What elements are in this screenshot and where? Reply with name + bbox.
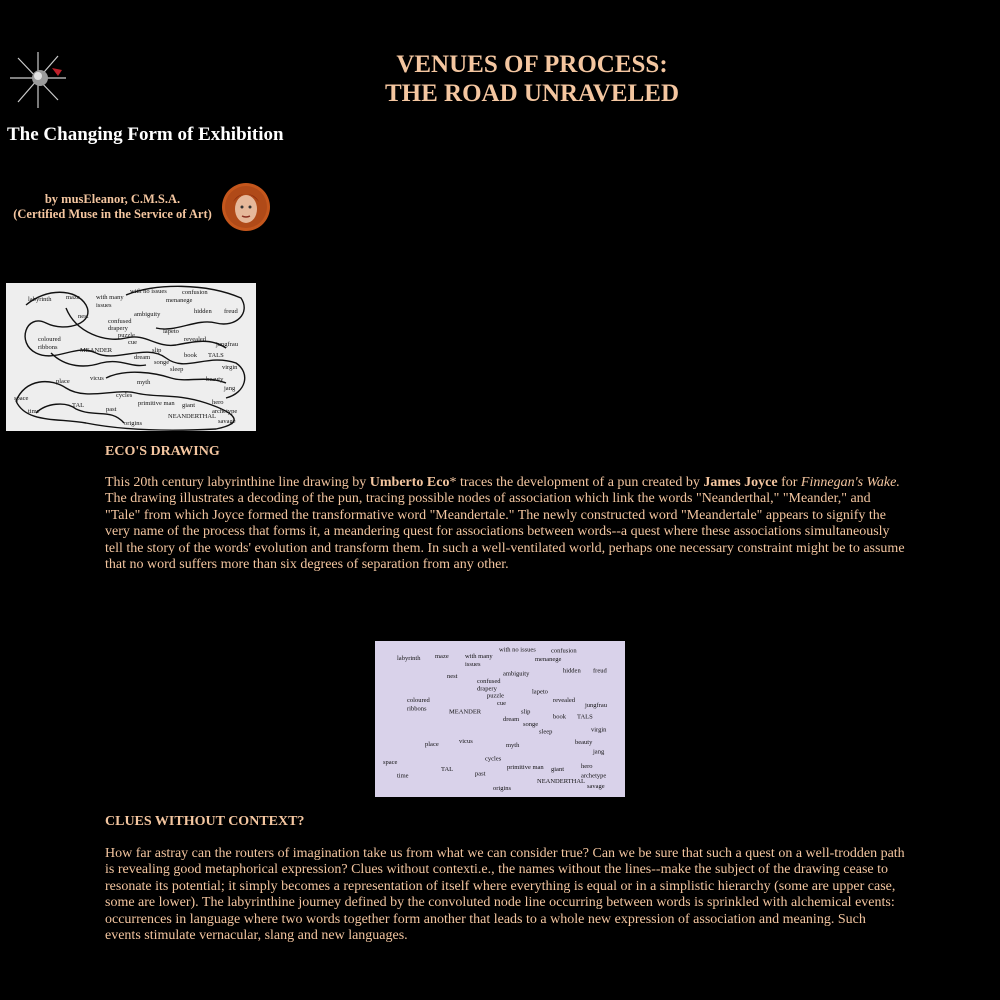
drawing-word: lapeto <box>532 688 548 696</box>
drawing-word: confusion <box>551 647 577 655</box>
drawing-word: time <box>397 772 409 780</box>
drawing-word: archetype <box>212 408 238 415</box>
drawing-word: book <box>553 713 566 721</box>
drawing-word: coloured <box>38 336 61 343</box>
drawing-word: time <box>28 408 40 415</box>
drawing-word: cue <box>497 700 507 708</box>
drawing-word: ambiguity <box>134 311 161 318</box>
drawing-word: vicus <box>459 737 473 745</box>
drawing-word: issues <box>96 302 112 309</box>
drawing-word: maze <box>66 294 80 301</box>
drawing-word: confusion <box>182 289 208 296</box>
text-span: for <box>777 475 801 490</box>
drawing-word: puzzle <box>487 692 504 700</box>
drawing-word: book <box>184 352 197 359</box>
drawing-word: hero <box>581 763 593 771</box>
drawing-word: virgin <box>591 726 607 734</box>
node-line <box>51 353 146 366</box>
drawing-word: hero <box>212 399 224 406</box>
drawing-word: revealed <box>184 336 207 343</box>
starburst-globe-icon <box>8 50 68 110</box>
text-span: * traces the development of a pun created by <box>449 475 704 490</box>
drawing-word: nest <box>78 313 89 320</box>
drawing-word: NEANDERTHAL <box>168 413 216 420</box>
title-line-2: THE ROAD UNRAVELED <box>384 80 680 107</box>
drawing-word: nest <box>447 672 458 680</box>
drawing-word: cycles <box>485 755 502 763</box>
drawing-word: place <box>56 378 70 385</box>
drawing-word: savage <box>587 783 605 790</box>
drawing-word: jang <box>593 748 605 756</box>
drawing-word: jungfrau <box>585 702 608 710</box>
drawing-word: with many <box>96 294 124 301</box>
drawing-word: freud <box>224 308 238 315</box>
drawing-word: drapery <box>108 325 128 332</box>
section-heading-clues: CLUES WITHOUT CONTEXT? <box>105 814 305 829</box>
drawing-word: with no issues <box>130 288 167 295</box>
drawing-word: MEANDER <box>80 347 113 354</box>
drawing-word: jang <box>224 385 236 392</box>
drawing-word: puzzle <box>118 332 135 339</box>
drawing-word: with no issues <box>499 646 536 654</box>
author-name-joyce: James Joyce <box>703 475 778 490</box>
drawing-word: archetype <box>581 772 607 780</box>
drawing-word: jungfrau <box>216 341 239 348</box>
drawing-word: MEANDER <box>449 708 482 716</box>
drawing-word: origins <box>493 785 512 793</box>
drawing-word: TALS <box>208 352 224 359</box>
drawing-word: myth <box>137 379 151 386</box>
page-title <box>330 50 734 108</box>
drawing-word: ribbons <box>407 705 427 713</box>
drawing-word: beauty <box>575 738 593 746</box>
drawing-word: TAL <box>72 402 85 409</box>
section-heading-ecos-drawing: ECO'S DRAWING <box>105 444 220 459</box>
text-span: This 20th century labyrinthine line drawing by <box>105 475 370 490</box>
drawing-word: dream <box>503 715 520 723</box>
drawing-word: lapeto <box>163 328 179 335</box>
drawing-word: sleep <box>170 366 184 373</box>
drawing-word: sleep <box>539 728 553 736</box>
drawing-word: hidden <box>194 308 212 315</box>
drawing-word: space <box>14 395 29 402</box>
drawing-word: songe <box>523 721 539 729</box>
drawing-word: place <box>425 741 439 748</box>
drawing-word: coloured <box>407 696 430 704</box>
drawing-word: origins <box>124 420 143 427</box>
eco-line-drawing <box>6 283 256 431</box>
drawing-word: cycles <box>116 392 133 399</box>
author-name-eco: Umberto Eco <box>369 475 450 490</box>
drawing-word: dream <box>134 354 151 361</box>
drawing-word: drapery <box>477 685 497 693</box>
author-title: (Certified Muse in the Service of Art) <box>13 207 212 221</box>
drawing-word: cue <box>128 339 138 346</box>
drawing-word: giant <box>182 402 195 409</box>
drawing-word: labyrinth <box>397 654 421 662</box>
drawing-word: confused <box>477 678 501 685</box>
drawing-word: slip <box>521 708 531 716</box>
text-span: The drawing illustrates a decoding of the pun, tracing possible nodes of association which link the words "Neanderthal," "Meander," and "Tale" from which Joyce formed the transformative word "Meandertale." The newly constructed word "Meandertale" appears to signify the very name of the process that forms it, a meandering quest for associations between words--a quest where these associations simultaneously tell the story of the words' evolution and transform them. In such a well-ventilated world, perhaps one necessary constraint might be to assume that no word suffers more than six degrees of separation from any other. <box>105 491 905 573</box>
drawing-word: TAL <box>441 766 454 774</box>
drawing-word: hidden <box>563 667 581 675</box>
drawing-word: past <box>106 406 117 413</box>
author-name: by musEleanor, C.M.S.A. <box>44 192 181 206</box>
drawing-word: revealed <box>553 696 576 704</box>
author-portrait-icon <box>221 182 271 232</box>
drawing-word: TALS <box>577 713 593 721</box>
drawing-word: issues <box>465 661 481 669</box>
drawing-word: maze <box>435 652 449 660</box>
drawing-word: giant <box>551 766 564 774</box>
drawing-word: NEANDERTHAL <box>537 777 585 785</box>
drawing-word: space <box>383 758 398 766</box>
drawing-word: myth <box>506 742 520 750</box>
drawing-word: savage <box>218 418 236 425</box>
drawing-word: ambiguity <box>503 670 530 678</box>
author-byline <box>10 192 215 222</box>
page-subtitle: The Changing Form of Exhibition <box>7 124 284 145</box>
drawing-word: freud <box>593 667 607 675</box>
drawing-word: virgin <box>222 364 238 371</box>
title-line-1: VENUES OF PROCESS: <box>396 51 668 78</box>
drawing-word: songe <box>154 359 170 366</box>
drawing-word: primitive man <box>138 400 175 407</box>
drawing-word: primitive man <box>507 764 544 772</box>
drawing-word: labyrinth <box>28 296 52 303</box>
section-paragraph-ecos-drawing <box>105 475 905 573</box>
book-title: Finnegan's Wake. <box>800 475 900 490</box>
drawing-word: ribbons <box>38 344 58 351</box>
section-paragraph-clues: How far astray can the routers of imagination take us from what we can consider true? Can we be sure that such a quest on a well-trodden path is revealing good metaphorical expression? Clues without contexti.e., the names without the lines--make the subject of the drawing cease to resonate its potential; it simply becomes a representation of itself where everything is equal or in a simplistic hierarchy (some are upper case, some are lower). The labyrinthine journey defined by the convoluted node line occurring between words is sprinkled with alchemical events: occurrences in language where two words together form another that leads to a whole new expression of association and meaning. Such events stimulate vernacular, slang and new languages. <box>105 846 905 944</box>
drawing-word: past <box>475 770 486 778</box>
drawing-word: menanege <box>166 297 193 304</box>
drawing-word: beauty <box>206 376 224 383</box>
words-only-drawing <box>375 641 625 797</box>
drawing-word: vicus <box>90 375 104 382</box>
drawing-word: menanege <box>535 655 562 663</box>
drawing-word: with many <box>465 652 493 660</box>
drawing-word: confused <box>108 318 132 325</box>
drawing-word: slip <box>152 347 162 354</box>
